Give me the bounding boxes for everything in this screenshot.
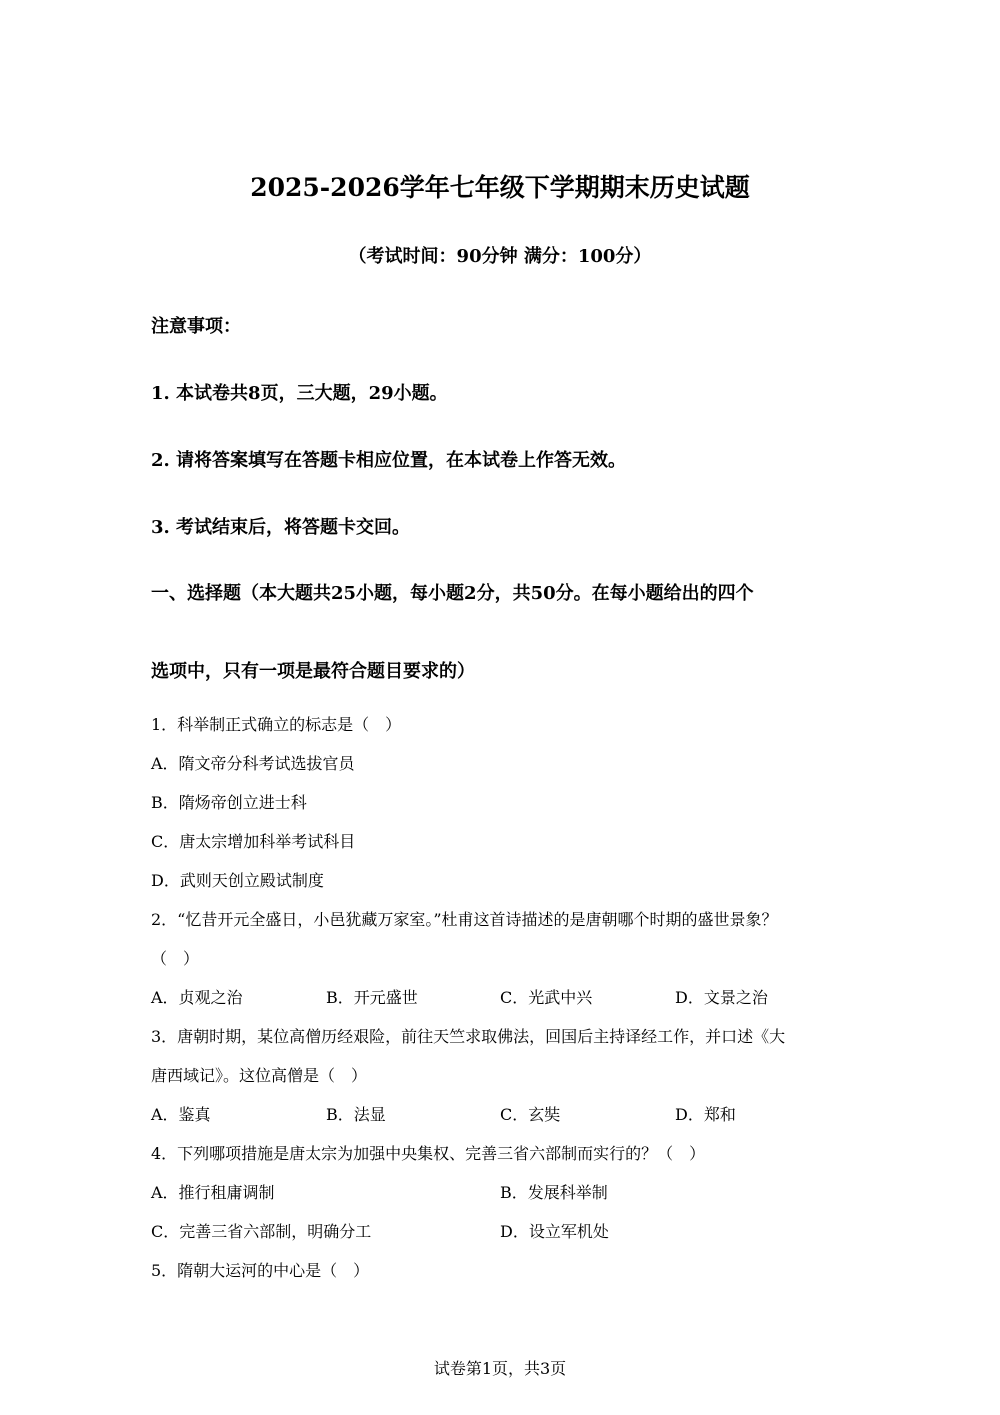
q4-option-b: B．发展科举制 [500,1183,608,1202]
note-item-3: 3. 考试结束后，将答题卡交回。 [151,517,411,538]
q4-option-c: C．完善三省六部制，明确分工 [151,1222,372,1241]
note-item-1: 1. 本试卷共8页，三大题，29小题。 [151,383,448,404]
q1-option-c: C．唐太宗增加科举考试科目 [151,832,356,851]
q2-option-a: A．贞观之治 [151,988,243,1007]
q1-stem: 1．科举制正式确立的标志是（ ） [151,715,402,734]
q4-option-d: D．设立军机处 [500,1222,609,1241]
q1-option-a: A．隋文帝分科考试选拔官员 [151,754,355,773]
section-heading-line2: 选项中，只有一项是最符合题目要求的） [151,661,475,682]
q4-stem: 4．下列哪项措施是唐太宗为加强中央集权、完善三省六部制而实行的？（ ） [151,1144,706,1163]
exam-subtitle: （考试时间：90分钟 满分：100分） [348,246,652,267]
q1-option-d: D．武则天创立殿试制度 [151,871,324,890]
q3-stem-line1: 3．唐朝时期，某位高僧历经艰险，前往天竺求取佛法，回国后主持译经工作，并口述《大 [151,1027,786,1046]
section-heading-line1: 一、选择题（本大题共25小题，每小题2分，共50分。在每小题给出的四个 [151,583,754,604]
q2-option-c: C．光武中兴 [500,988,593,1007]
q3-option-c: C．玄奘 [500,1105,561,1124]
q2-option-d: D．文景之治 [675,988,768,1007]
q1-option-b: B．隋炀帝创立进士科 [151,793,307,812]
q3-stem-line2: 唐西域记》。这位高僧是（ ） [151,1066,368,1085]
q3-option-b: B．法显 [326,1105,386,1124]
q2-stem-line2: （ ） [151,949,200,968]
q2-option-b: B．开元盛世 [326,988,418,1007]
note-item-2: 2. 请将答案填写在答题卡相应位置，在本试卷上作答无效。 [151,450,627,471]
q5-stem: 5．隋朝大运河的中心是（ ） [151,1261,370,1280]
q3-option-a: A．鉴真 [151,1105,211,1124]
q3-option-d: D．郑和 [675,1105,736,1124]
notes-heading: 注意事项： [151,316,241,337]
q4-option-a: A．推行租庸调制 [151,1183,275,1202]
page-footer: 试卷第1页，共3页 [433,1359,567,1378]
q2-stem-line1: 2．“忆昔开元全盛日，小邑犹藏万家室。”杜甫这首诗描述的是唐朝哪个时期的盛世景象？ [151,910,778,929]
exam-title: 2025-2026学年七年级下学期期末历史试题 [250,173,750,202]
